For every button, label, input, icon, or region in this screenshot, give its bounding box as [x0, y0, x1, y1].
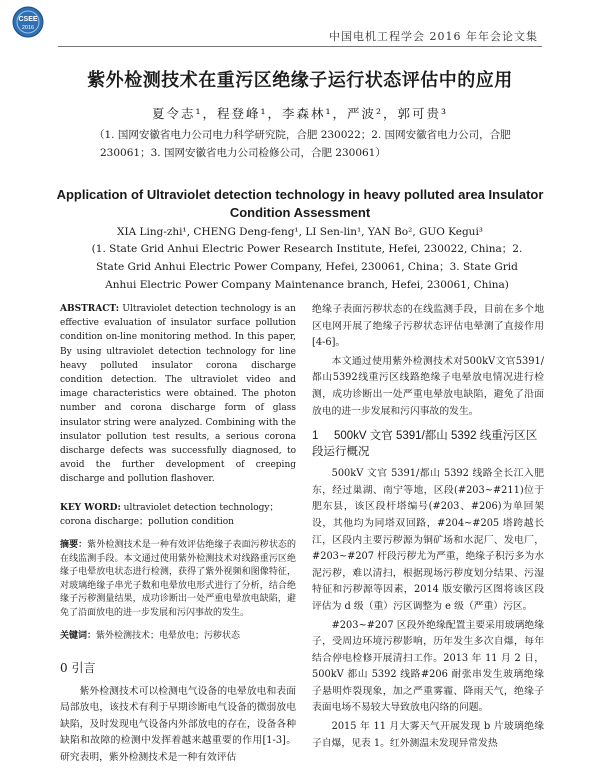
keywords-en — [60, 501, 296, 529]
section-heading-intro: 0 引言 — [60, 660, 96, 675]
intro-paragraph: 紫外检测技术可以检测电气设备的电晕放电和表面局部放电，该技术有利于早期诊断电气设备的微弱放电缺陷，及时发现电气设备内外部放电的存在，设备各种缺陷和故障的检测中发挥着越来越重要的作用[1-3]。研究表明，紫外检测技术是一种有效评估 — [60, 685, 296, 763]
section-heading-1 — [312, 428, 544, 460]
paper-title-en: Application of Ultraviolet detection technology in heavy polluted area Insulator Condition Assessment — [56, 187, 544, 220]
keywords-en-label: KEY WORD: — [60, 502, 121, 513]
logo-text: CSEE — [18, 16, 38, 23]
logo-year: 2016 — [21, 25, 35, 31]
affiliations-en: (1. State Grid Anhui Electric Power Research Institute, Hefei, 230022, China；2. State Grid Anhui Electric Power Company, Hefei, 230061, China；3. State Grid Anhui Electric Power Company Maintenance branch, Hefei, 230061, China) — [91, 243, 523, 291]
paragraph-study-summary: 本文通过使用紫外检测技术对500kV文官5391/都山5392线重污区线路绝缘子电晕放电情况进行检测，成功诊断出一处严重电晕放电缺陷，避免了沿面放电的进一步发展和污闪事故的发生。 — [312, 355, 544, 417]
keywords-cn-text: 紫外检测技术；电晕放电；污秽状态 — [96, 630, 241, 641]
paragraph-continued: 绝缘子表面污秽状态的在线监测手段，目前在多个地区电网开展了绝缘子污秽状态评估电晕测了直接作用[4-6]。 — [312, 304, 544, 349]
abstract-cn — [60, 539, 296, 621]
right-column — [312, 302, 544, 752]
paper-title-cn: 紫外检测技术在重污区绝缘子运行状态评估中的应用 — [87, 70, 513, 91]
paragraph-insulator-config: #203~#207 区段外绝缘配置主要采用玻璃绝缘子，受周边环境污秽影响，历年发生多次自爆，每年结合停电检修开展清扫工作。2013 年 11 月 2 日，500kV 都山 5392 线路#206 耐张串发生玻璃绝缘子悬明炸裂现象，加之严重雾霾、降雨天气，绝缘子表面电场不易较大导致放电闪络的问题。 — [312, 619, 544, 714]
running-head: 中国电机工程学会 2016 年年会论文集 — [329, 30, 538, 43]
conference-logo — [12, 6, 44, 38]
abstract-cn-text: 紫外检测技术是一种有效评估绝缘子表面污秽状态的在线监测手段。本文通过使用紫外检测技术对线路重污区绝缘子电晕放电状态进行检测，获得了紫外视频和图像特征，对玻璃绝缘子串光子数和电晕放电形式进行了分析，结合绝缘子污秽测量结果，成功诊断出一处严重电晕放电缺陷，避免了沿面放电的进一步发展和污闪事故的发生。 — [60, 540, 296, 619]
header-rule — [58, 46, 542, 47]
keywords-cn — [60, 629, 296, 643]
abstract-en-label: ABSTRACT: — [60, 304, 120, 314]
abstract-en-text: Ultraviolet detection technology is an effective evaluation of insulator surface pollution condition on-line monitoring method. In this paper, By using ultraviolet detection technology for line heavy polluted insulator corona discharge condition detection. The ultraviolet video and image characteristics were obtained. The photon number and corona discharge form of glass insulator string were analyzed. Combining with the insulator pollution test results, a serious corona discharge defects was successfully diagnosed, to avoid the further development of creeping discharge and pollution flashover. — [60, 304, 296, 485]
authors-cn: 夏令志¹，程登峰¹，李森林¹，严波²，郭可贵³ — [151, 106, 449, 121]
paragraph-2015-event: 2015 年 11 月大雾天气开展发现 b 片玻璃绝缘子自爆，见表 1。红外测温未发现异常发热 — [312, 721, 544, 749]
left-column — [60, 302, 296, 767]
abstract-en — [60, 302, 296, 487]
section-number: 1 — [312, 430, 319, 443]
authors-en: XIA Ling-zhi¹, CHENG Deng-feng¹, LI Sen-lin¹, YAN Bo², GUO Kegui³ — [116, 226, 484, 238]
keywords-en-text: ultraviolet detection technology；corona discharge；pollution condition — [60, 502, 279, 527]
abstract-cn-label: 摘要： — [60, 540, 88, 551]
affiliations-cn: （1. 国网安徽省电力公司电力科学研究院，合肥 230022；2. 国网安徽省电力公司，合肥 230061；3. 国网安徽省电力公司检修公司，合肥 230061） — [94, 129, 511, 159]
section-title: 500kV 文官 5391/都山 5392 线重污区区段运行概况 — [312, 430, 538, 459]
keywords-cn-label: 关键词： — [60, 630, 97, 641]
paragraph-line-overview: 500kV 文官 5391/都山 5392 线路全长江入肥东，经过巢湖、南宁等地，区段(#203~#211)位于肥东县，该区段杆塔编号(#203、#206)为单回架设，其他均为同塔双回路，#204~#205 塔跨越长江，区段内主要污秽源为铜矿场和水泥厂、发电厂，#203~#207 杆段污秽尤为严重，绝缘子积污多为水泥污秽，难以清扫，根据现场污秽度划分结果、污湿特征和污秽源等因素，2014 版安徽污区图将该区段评估为 d 级（重）污区调整为 e 级（严重）污区。 — [312, 468, 544, 612]
